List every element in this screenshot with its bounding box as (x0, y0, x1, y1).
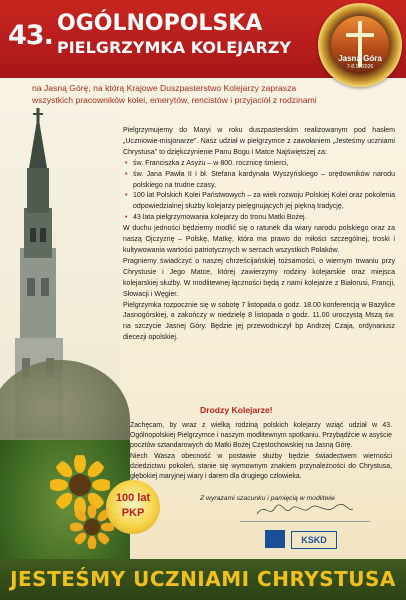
bullet-item: • św. Jana Pawła II i bł. Stefana kardynała Wyszyńskiego – orędowników narodu polskiego na trudne czasy, (123, 170, 395, 192)
letter-regards: Z wyrazami szacunku i pamięcią w modlitwie (200, 495, 335, 502)
pkp-anniversary-badge (106, 480, 160, 534)
letter-salutation: Drodzy Kolejarze! (200, 405, 273, 415)
signature-image (255, 500, 355, 520)
bullet-item: • 100 lat Polskich Kolei Państwowych – za wiek rozwoju Polskiej Kolei oraz pokolenia odpowiedzialnej służby kolejarzy pielęgnujących jej piękną tradycję, (123, 191, 395, 213)
footer-motto: JESTEŚMY UCZNIAMI CHRYSTUSA (10, 567, 396, 591)
kskd-logo: KSKD (291, 531, 337, 549)
signature-line (240, 521, 370, 522)
title-line-2: PIELGRZYMKA KOLEJARZY (57, 38, 291, 57)
partner-logos (265, 530, 345, 550)
body-paragraph-2: W duchu jedności będziemy modlić się o ratunek dla wiary narodu polskiego oraz za naszą Ojczyznę – Polskę, Matkę, która ma prawo do miłości szczególnej, troski i kultywowania wartości patriotycznych w sercach wszystkich Polaków. (123, 225, 395, 254)
pilgrimage-number: 43. (8, 20, 53, 51)
letter-paragraph-2: Niech Wasza obecność w postawie służby będzie świadectwem wierności dziedzictwu pokoleń, stanie się wymownym znakiem przynależności do Chrystusa, głębokiej maryjnej wiary i darem dla drugiego człowieka. (130, 453, 392, 480)
cross-icon-arm (346, 33, 374, 37)
logo-place: Jasna Góra (338, 54, 382, 63)
intro-text: na Jasną Górę, na którą Krajowe Duszpasterstwo Kolejarzy zaprasza wszystkich pracowników kolei, emerytów, rencistów i przyjaciół z rodzinami (32, 83, 317, 105)
body-text (123, 126, 395, 344)
bullet-item: • 43 lata pielgrzymowania kolejarzy do tronu Matki Bożej. (123, 213, 395, 224)
title-line-1: OGÓLNOPOLSKA (57, 11, 263, 36)
body-paragraph-1: Pielgrzymujemy do Maryi w roku duszpasterskim realizowanym pod hasłem „Uczniowie-misjonarze". Nasz udział w pielgrzymce z zawołaniem „Jesteśmy uczniami Chrystusa" to dziękczynienie Panu Bogu i Matce Najświętszej za: (123, 127, 395, 156)
badge-line-1: 100 lat (115, 492, 151, 504)
duszpasterstwo-logo-icon (265, 530, 285, 548)
body-paragraph-3: Pragniemy świadczyć o naszej chrześcijańskiej tożsamości, o wiernym trwaniu przy Chrystusie i Jego Matce, której zawierzymy rodziny kolejarskie oraz miejsca kolejarskiej służby. W modlitewnej łączności będą z nami kolejarze z Białorusi, Francji, Słowacji i Węgier. (123, 257, 395, 298)
letter-text (130, 421, 392, 484)
letter-paragraph-1: Zachęcam, by wraz z wielką rodziną polskich kolejarzy wziąć udział w 43. Ogólnopolskiej Pielgrzymce i naszym modlitewnym spotkaniu. Przybądźcie w asyście pocztów sztandarowych do Matki Bożej Częstochowskiej na Jasną Górę. (130, 422, 392, 449)
bullet-list (123, 159, 395, 224)
body-paragraph-4: Pielgrzymka rozpocznie się w sobotę 7 listopada o godz. 18.00 konferencją w Bazylice Jasnogórskiej, a zakończy w niedzielę 8 listopada o godz. 11.00 uroczystą Mszą św. na szczycie Jasnej Góry. Będzie jej przewodniczył bp Andrzej Czaja, ordynariusz diecezji opolskiej. (123, 301, 395, 342)
logo-date: 7-8.11.2026 (346, 64, 374, 70)
bullet-item: • św. Franciszka z Asyżu – w 800. rocznicę śmierci, (123, 159, 395, 170)
badge-line-2: PKP (121, 507, 145, 519)
pilgrimage-logo (318, 3, 402, 87)
